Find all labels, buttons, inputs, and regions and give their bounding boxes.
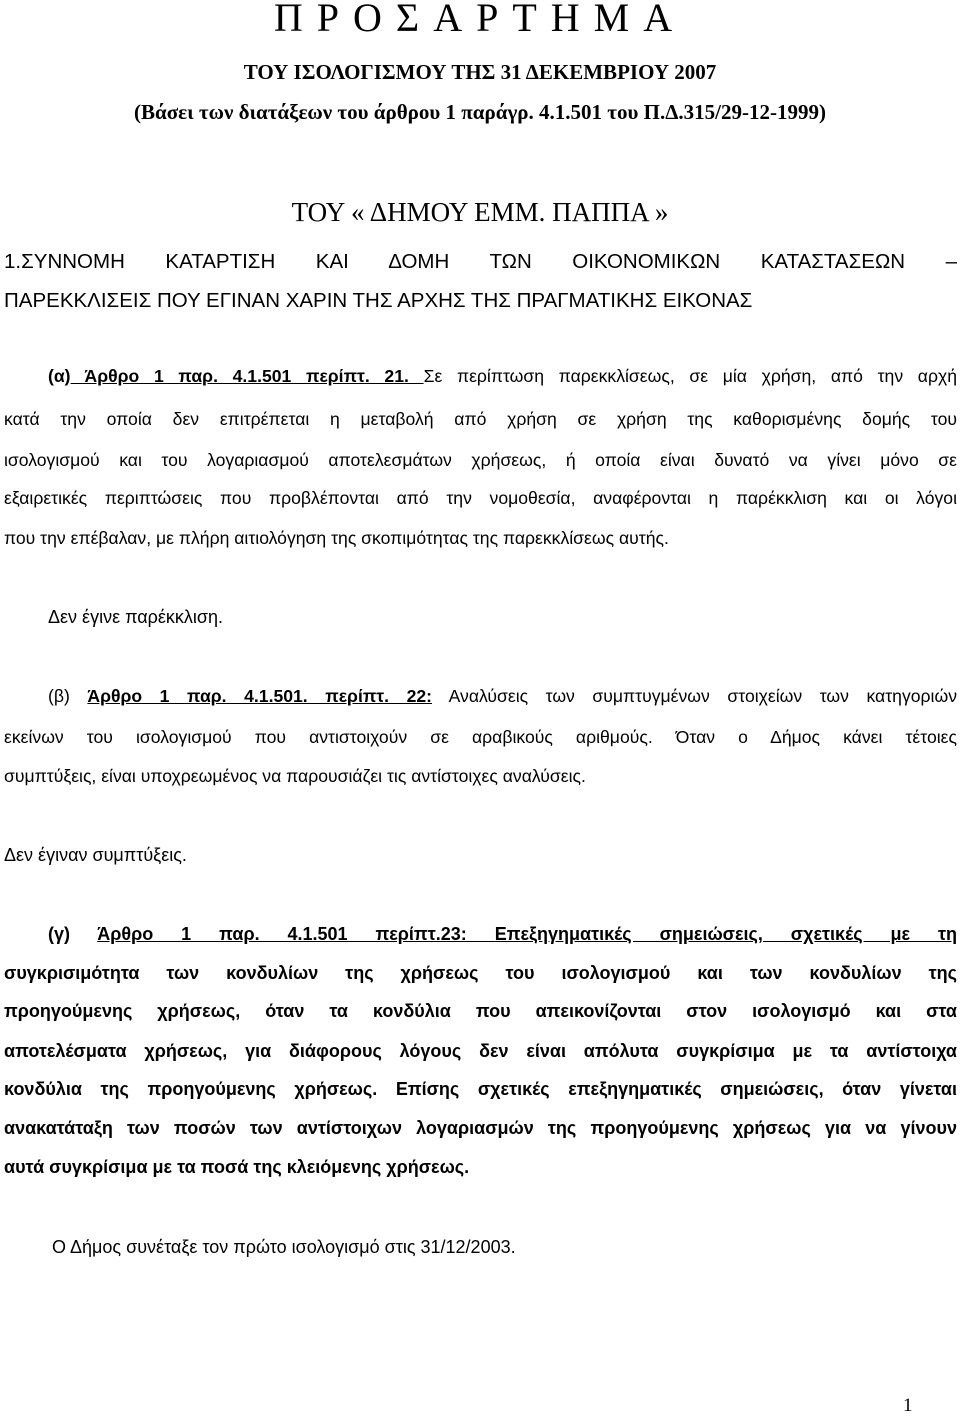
para-a-reference: Άρθρο 1 παρ. 4.1.501 περίπτ. 21. — [70, 366, 424, 386]
para-c-label: (γ) — [48, 924, 98, 944]
page-number: 1 — [903, 1395, 913, 1416]
para-b-text: Αναλύσεις των συμπτυγμένων στοιχείων των κατηγοριών — [432, 686, 957, 706]
para-b-label: (β) — [48, 686, 88, 706]
para-a-line4: εξαιρετικές περιπτώσεις που προβλέπονται από την νομοθεσία, αναφέρονται η παρέκκλιση και οι λόγοι — [4, 488, 957, 508]
legal-basis-line: (Βάσει των διατάξεων του άρθρου 1 παράγρ. 4.1.501 του Π.Δ.315/29-12-1999) — [134, 100, 826, 124]
section-heading-line2: ΠΑΡΕΚΚΛΙΣΕΙΣ ΠΟΥ ΕΓΙΝΑΝ ΧΑΡΙΝ ΤΗΣ ΑΡΧΗΣ ΤΗΣ ΠΡΑΓΜΑΤΙΚΗΣ ΕΙΚΟΝΑΣ — [4, 289, 753, 312]
page-title: ΠΡΟΣΑΡΤΗΜΑ — [273, 0, 687, 40]
para-b-line2: εκείνων του ισολογισμού που αντιστοιχούν σε αραβικούς αριθμούς. Όταν ο Δήμος κάνει τέτοιες — [4, 727, 957, 747]
balance-sheet-subtitle: ΤΟΥ ΙΣΟΛΟΓΙΣΜΟΥ ΤΗΣ 31 ΔΕΚΕΜΒΡΙΟΥ 2007 — [243, 60, 717, 84]
para-b-answer: Δεν έγιναν συμπτύξεις. — [4, 845, 187, 865]
para-a-line5: που την επέβαλαν, με πλήρη αιτιολόγηση της σκοπιμότητας της παρεκκλίσεως αυτής. — [4, 528, 669, 548]
municipality-name: ΤΟΥ « ΔΗΜΟΥ ΕΜΜ. ΠΑΠΠΑ » — [291, 197, 669, 227]
para-a-answer: Δεν έγινε παρέκκλιση. — [48, 607, 224, 627]
para-a-line3: ισολογισμού και του λογαριασμού αποτελεσμάτων χρήσεως, ή οποία είναι δυνατό να γίνει μόνο σε — [4, 450, 957, 470]
section-heading-line1: 1.ΣΥΝΝΟΜΗ ΚΑΤΑΡΤΙΣΗ ΚΑΙ ΔΟΜΗ ΤΩΝ ΟΙΚΟΝΟΜΙΚΩΝ ΚΑΤΑΣΤΑΣΕΩΝ – — [4, 250, 957, 273]
para-c-line5: κονδύλια της προηγούμενης χρήσεως. Επίσης σχετικές επεξηγηματικές σημειώσεις, όταν γίνεται — [4, 1079, 957, 1099]
para-c-text: Επεξηγηματικές σημειώσεις, σχετικές με τη — [494, 924, 957, 944]
para-a-text: Σε περίπτωση παρεκκλίσεως, σε μία χρήση, από την αρχή — [423, 366, 957, 386]
para-c-line4: αποτελέσματα χρήσεως, για διάφορους λόγους δεν είναι απόλυτα συγκρίσιμα με τα αντίστοιχα — [4, 1041, 957, 1061]
para-b-line1 — [48, 686, 957, 707]
para-c-reference: Άρθρο 1 παρ. 4.1.501 περίπτ.23: — [97, 924, 495, 944]
para-c-line2: συγκρισιμότητα των κονδυλίων της χρήσεως του ισολογισμού και των κονδυλίων της — [4, 963, 957, 983]
para-b-reference: Άρθρο 1 παρ. 4.1.501. περίπτ. 22: — [87, 686, 433, 706]
para-a-line1 — [48, 366, 957, 387]
para-c-line6: ανακατάταξη των ποσών των αντίστοιχων λογαριασμών της προηγούμενης χρήσεως για να γίνουν — [4, 1118, 957, 1138]
para-a-label: (α) — [48, 366, 71, 386]
para-a-line2: κατά την οποία δεν επιτρέπεται η μεταβολή από χρήση σε χρήση της καθορισμένης δομής του — [4, 409, 957, 429]
para-c-line7: αυτά συγκρίσιμα με τα ποσά της κλειόμενης χρήσεως. — [4, 1157, 470, 1177]
para-c-line1 — [48, 924, 957, 945]
para-c-line3: προηγούμενης χρήσεως, όταν τα κονδύλια που απεικονίζονται στον ισολογισμό και στα — [4, 1001, 957, 1021]
para-b-line3: συμπτύξεις, είναι υποχρεωμένος να παρουσιάζει τις αντίστοιχες αναλύσεις. — [4, 766, 586, 786]
closing-statement: Ο Δήμος συνέταξε τον πρώτο ισολογισμό στις 31/12/2003. — [52, 1237, 516, 1257]
